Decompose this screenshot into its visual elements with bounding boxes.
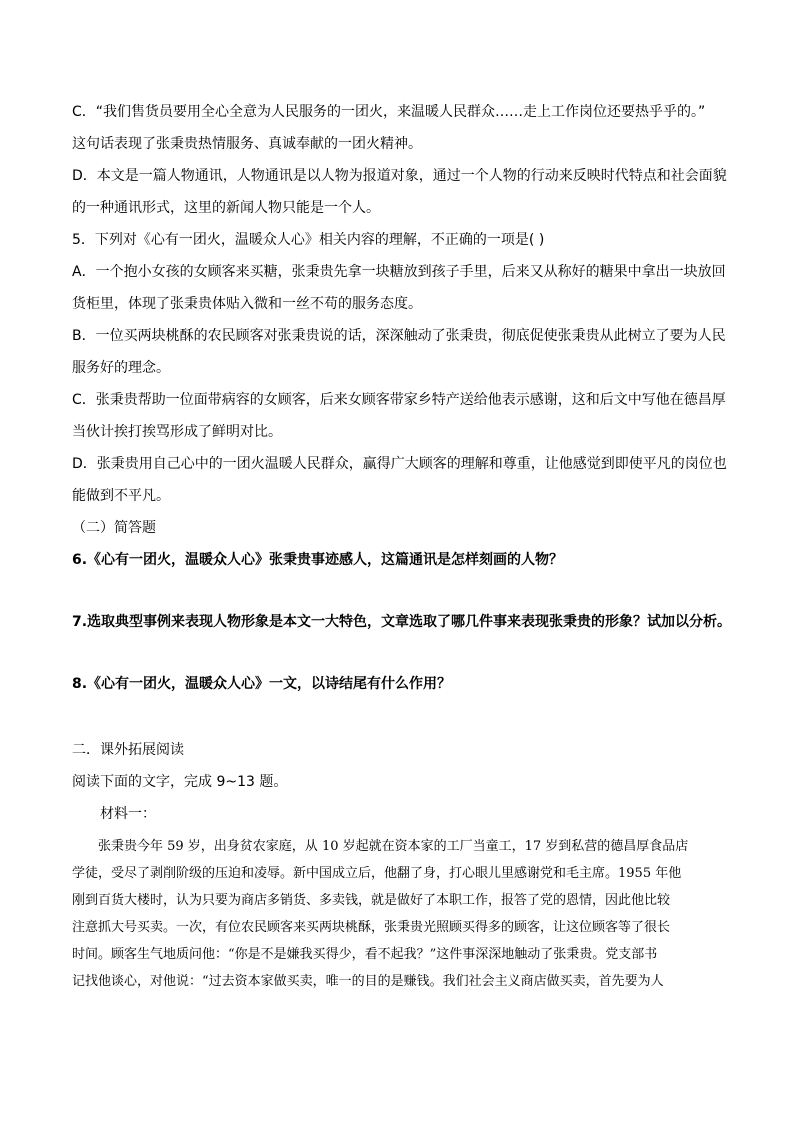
question-7: 7.选取典型事例来表现人物形象是本文一大特色，文章选取了哪几件事来表现张秉贵的形象？试加以分析。 bbox=[72, 614, 732, 630]
question-8: 8.《心有一团火，温暖众人心》一文，以诗结尾有什么作用？ bbox=[72, 676, 452, 692]
q4-option-c-line2: 这句话表现了张秉贵热情服务、真诚奉献的一团火精神。 bbox=[72, 136, 422, 152]
q4-option-d-line2: 的一种通讯形式，这里的新闻人物只能是一个人。 bbox=[72, 200, 380, 216]
q5-option-a-line2: 货柜里，体现了张秉贵体贴入微和一丝不苟的服务态度。 bbox=[72, 296, 422, 312]
q5-stem: 5．下列对《心有一团火，温暖众人心》相关内容的理解，不正确的一项是( ) bbox=[72, 232, 545, 248]
reading-instruction: 阅读下面的文字，完成 9~13 题。 bbox=[72, 774, 288, 790]
material-label: 材料一： bbox=[100, 806, 156, 822]
section-heading-short-answer: （二）简答题 bbox=[72, 520, 156, 536]
passage-line: 学徒，受尽了剥削阶级的压迫和凌辱。新中国成立后，他翻了身，打心眼儿里感谢党和毛主席。1955 年他 bbox=[72, 866, 682, 881]
answer-space-8 bbox=[72, 700, 724, 734]
q5-option-c-line1: C．张秉贵帮助一位面带病容的女顾客，后来女顾客带家乡特产送给他表示感谢，这和后文中写他在德昌厚 bbox=[72, 392, 726, 408]
q5-option-a-line1: A．一个抱小女孩的女顾客来买糖，张秉贵先拿一块糖放到孩子手里，后来又从称好的糖果中拿出一块放回 bbox=[72, 264, 726, 280]
material-passage bbox=[72, 833, 724, 995]
question-6: 6.《心有一团火，温暖众人心》张秉贵事迹感人，这篇通讯是怎样刻画的人物？ bbox=[72, 552, 564, 568]
q4-option-c-line1: C．“我们售货员要用全心全意为人民服务的一团火，来温暖人民群众……走上工作岗位还要热乎乎的。” bbox=[72, 104, 706, 120]
passage-line: 记找他谈心，对他说：“过去资本家做买卖，唯一的目的是赚钱。我们社会主义商店做买卖，首先要为人 bbox=[72, 974, 664, 989]
passage-line: 张秉贵今年 59 岁，出身贫农家庭，从 10 岁起就在资本家的工厂当童工，17 岁到私营的德昌厚食品店 bbox=[98, 839, 689, 854]
passage-line: 刚到百货大楼时，认为只要为商店多销货、多卖钱，就是做好了本职工作，报答了党的恩情，因此他比较 bbox=[72, 893, 671, 908]
exam-page bbox=[72, 96, 732, 995]
q5-option-b-line1: B．一位买两块桃酥的农民顾客对张秉贵说的话，深深触动了张秉贵，彻底促使张秉贵从此树立了要为人民 bbox=[72, 328, 726, 344]
q4-option-d-line1: D．本文是一篇人物通讯，人物通讯是以人物为报道对象，通过一个人物的行动来反映时代特点和社会面貌 bbox=[72, 168, 727, 184]
answer-space-7 bbox=[72, 638, 724, 668]
passage-line: 时间。顾客生气地质问他：“你是不是嫌我买得少，看不起我？”这件事深深地触动了张秉贵。党支部书 bbox=[72, 947, 658, 962]
answer-space-6 bbox=[72, 576, 724, 606]
q5-option-b-line2: 服务好的理念。 bbox=[72, 360, 170, 376]
passage-line: 注意抓大号买卖。一次，有位农民顾客来买两块桃酥，张秉贵光照顾买得多的顾客，让这位顾客等了很长 bbox=[72, 920, 671, 935]
q5-option-d-line2: 能做到不平凡。 bbox=[72, 488, 170, 504]
q5-option-d-line1: D．张秉贵用自己心中的一团火温暖人民群众，赢得广大顾客的理解和尊重，让他感觉到即使平凡的岗位也 bbox=[72, 456, 727, 472]
q5-option-c-line2: 当伙计挨打挨骂形成了鲜明对比。 bbox=[72, 424, 282, 440]
part-heading-extended-reading: 二．课外拓展阅读 bbox=[72, 742, 184, 758]
